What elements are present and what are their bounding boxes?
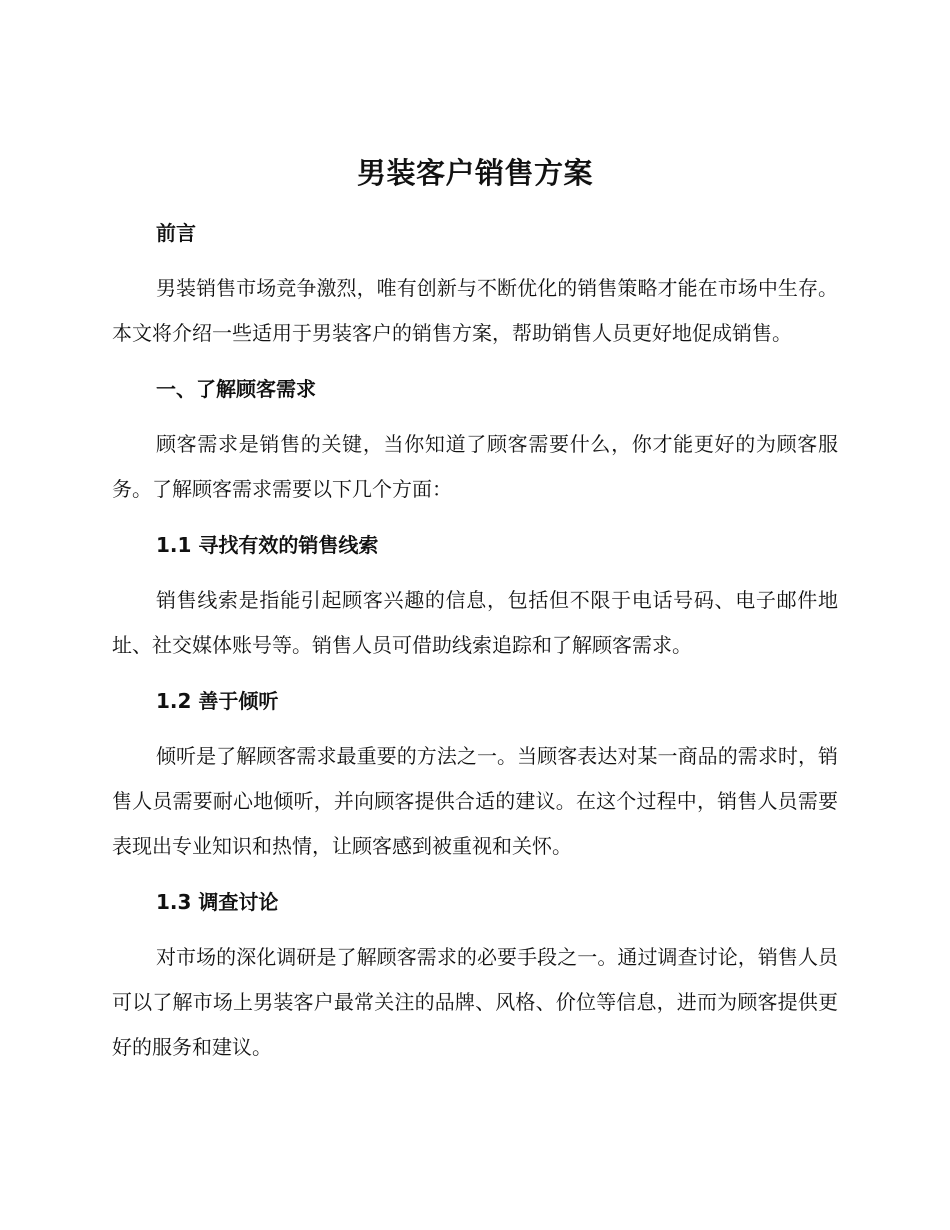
section-heading-understand-needs: 一、了解顾客需求 <box>156 377 316 401</box>
paragraph-listening: 倾听是了解顾客需求最重要的方法之一。当顾客表达对某一商品的需求时，销售人员需要耐心地倾听，并向顾客提供合适的建议。在这个过程中，销售人员需要表现出专业知识和热情，让顾客感到被重视和关怀。 <box>112 744 838 858</box>
paragraph-preface: 男装销售市场竞争激烈，唯有创新与不断优化的销售策略才能在市场中生存。本文将介绍一些适用于男装客户的销售方案，帮助销售人员更好地促成销售。 <box>112 276 838 345</box>
section-heading-research: 1.3 调查讨论 <box>156 890 279 914</box>
document-title: 男装客户销售方案 <box>356 156 593 190</box>
section-heading-listening: 1.2 善于倾听 <box>156 689 279 713</box>
paragraph-sales-leads: 销售线索是指能引起顾客兴趣的信息，包括但不限于电话号码、电子邮件地址、社交媒体账号等。销售人员可借助线索追踪和了解顾客需求。 <box>112 588 838 657</box>
paragraph-research: 对市场的深化调研是了解顾客需求的必要手段之一。通过调查讨论，销售人员可以了解市场上男装客户最常关注的品牌、风格、价位等信息，进而为顾客提供更好的服务和建议。 <box>112 945 838 1059</box>
section-heading-preface: 前言 <box>156 221 196 245</box>
paragraph-understand-needs: 顾客需求是销售的关键，当你知道了顾客需要什么，你才能更好的为顾客服务。了解顾客需求需要以下几个方面： <box>112 432 838 501</box>
section-heading-sales-leads: 1.1 寻找有效的销售线索 <box>156 533 379 557</box>
